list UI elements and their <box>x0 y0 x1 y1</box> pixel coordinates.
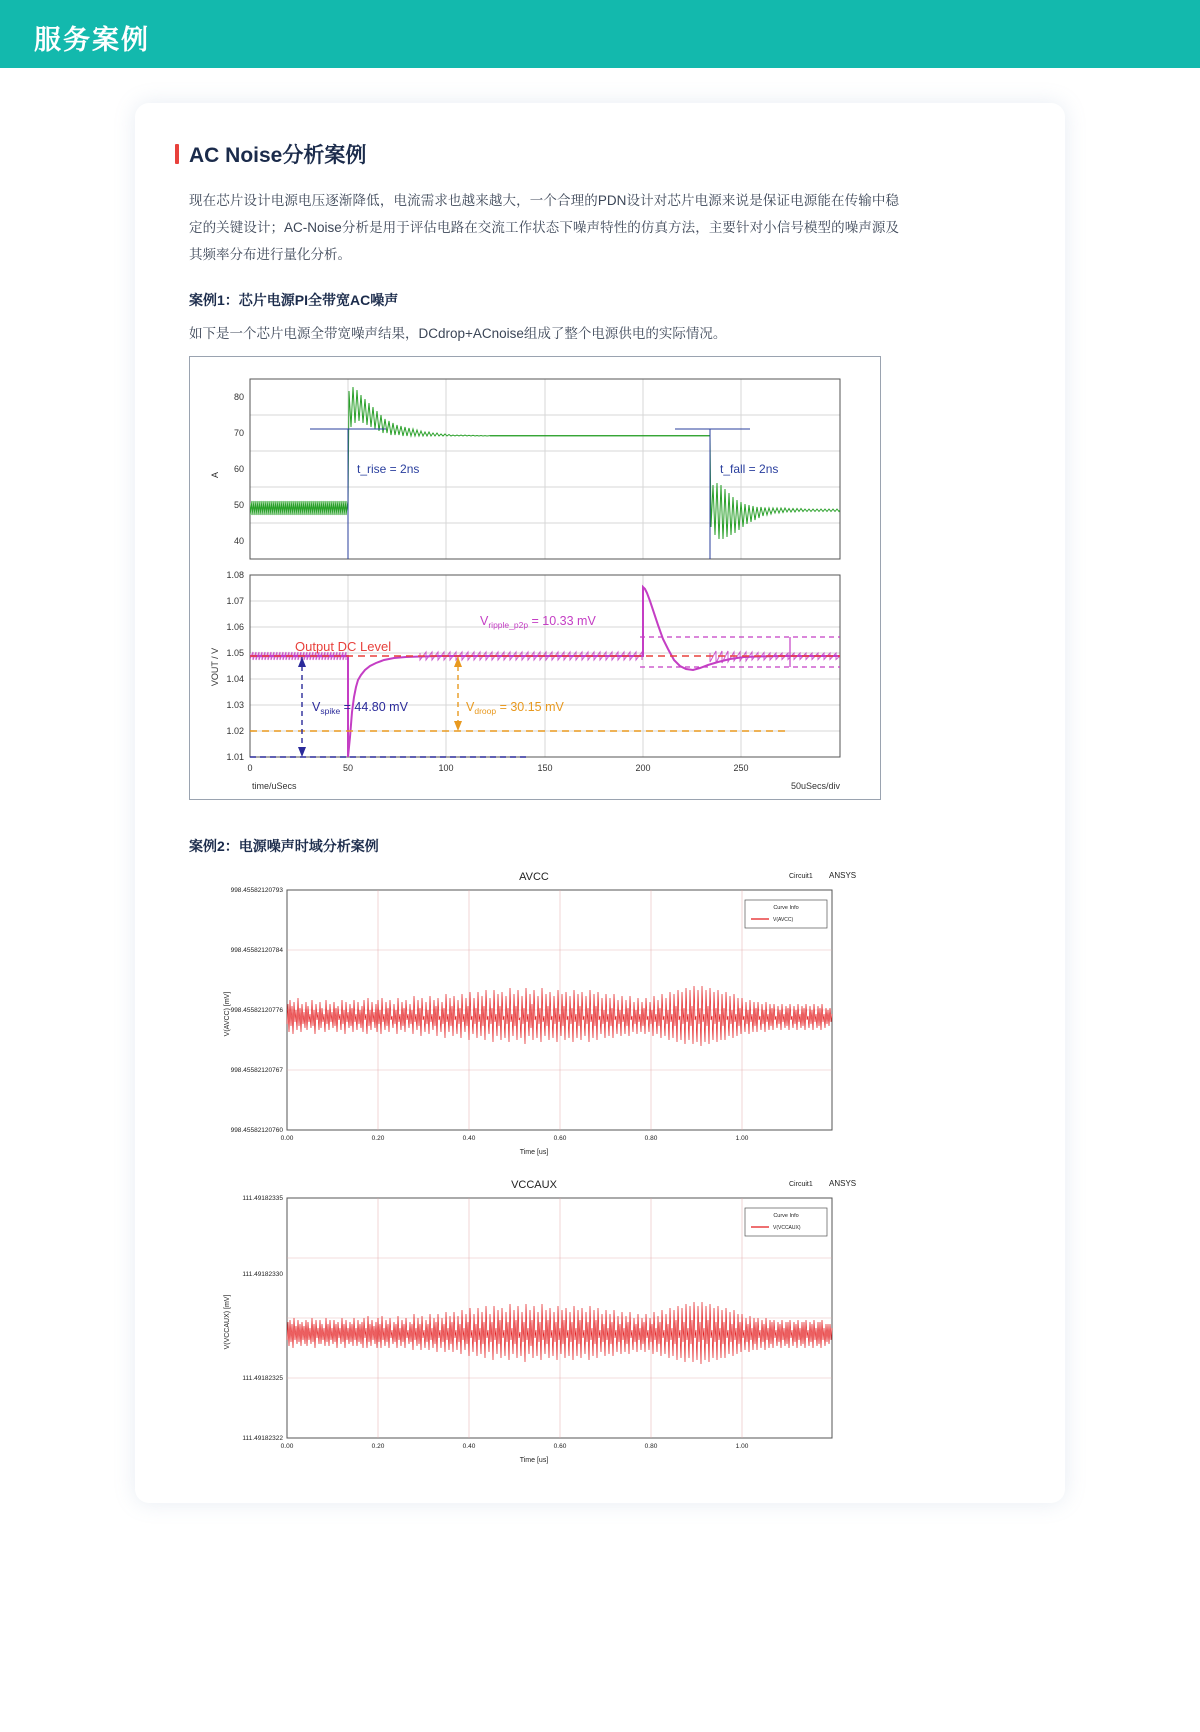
svg-text:998.45582120784: 998.45582120784 <box>230 947 283 955</box>
svg-text:100: 100 <box>438 763 454 774</box>
chart1-xlabel: time/uSecs <box>252 781 297 792</box>
chart2-ylabel: V(AVCC) [mV] <box>224 991 231 1037</box>
chart2-svg <box>189 864 879 1164</box>
svg-text:1.02: 1.02 <box>226 726 244 737</box>
chart1-bottom-ylabel: VOUT / V <box>210 648 220 687</box>
vspike-annotation: $V_{spike} = 44.80$ mV <box>312 700 408 717</box>
svg-text:0.80: 0.80 <box>644 1135 658 1143</box>
chart1-svg <box>190 357 880 799</box>
svg-text:1.00: 1.00 <box>735 1443 749 1451</box>
case1-subtext: 如下是一个芯片电源全带宽噪声结果，DCdrop+ACnoise组成了整个电源供电的实际情况。 <box>189 326 727 341</box>
chart3-svg <box>189 1172 879 1472</box>
svg-text:0.00: 0.00 <box>280 1443 294 1451</box>
svg-text:998.45582120760: 998.45582120760 <box>230 1127 283 1135</box>
svg-text:1.01: 1.01 <box>226 752 244 763</box>
svg-text:111.49182330: 111.49182330 <box>242 1271 283 1279</box>
page-title: AC Noise分析案例 <box>189 144 367 167</box>
section-title-row <box>175 139 895 169</box>
content-card <box>135 103 1065 1503</box>
svg-text:0.40: 0.40 <box>462 1443 476 1451</box>
svg-text:150: 150 <box>537 763 553 774</box>
t-fall-annotation: t_fall = 2ns <box>720 462 779 477</box>
content-body <box>175 139 899 1472</box>
svg-text:998.45582120793: 998.45582120793 <box>230 887 283 895</box>
case2-heading: 案例2：电源噪声时域分析案例 <box>189 838 379 855</box>
svg-text:0.80: 0.80 <box>644 1443 658 1451</box>
svg-text:200: 200 <box>635 763 651 774</box>
svg-text:0.60: 0.60 <box>553 1443 567 1451</box>
svg-text:998.45582120767: 998.45582120767 <box>230 1067 283 1075</box>
chart-vccaux <box>189 1172 881 1472</box>
chart2-title: AVCC <box>519 871 549 884</box>
svg-text:70: 70 <box>233 428 244 439</box>
chart3-legend-title: Curve Info <box>773 1213 799 1220</box>
svg-text:1.04: 1.04 <box>226 674 244 685</box>
chart2-vendor-label: ANSYS <box>829 871 857 881</box>
svg-text:80: 80 <box>233 392 244 403</box>
chart-pi-fullband <box>189 356 881 800</box>
svg-text:111.49182335: 111.49182335 <box>242 1195 283 1203</box>
svg-text:0.20: 0.20 <box>371 1135 385 1143</box>
svg-text:0.60: 0.60 <box>553 1135 567 1143</box>
chart3-vendor-label: ANSYS <box>829 1179 857 1189</box>
chart3-xlabel: Time [us] <box>519 1457 549 1465</box>
chart2-circuit-label: Circuit1 <box>789 873 813 881</box>
chart2-legend-title: Curve Info <box>773 905 799 912</box>
intro-paragraph: 现在芯片设计电源电压逐渐降低，电流需求也越来越大，一个合理的PDN设计对芯片电源来说是保证电源能在传输中稳定的关键设计；AC-Noise分析是用于评估电路在交流工作状态下噪声特性的仿真方法，主要针对小信号模型的噪声源及其频率分布进行量化分析。 <box>189 193 899 262</box>
accent-bar-icon <box>175 144 179 164</box>
t-rise-annotation: t_rise = 2ns <box>357 462 420 477</box>
dc-level-annotation: Output DC Level <box>295 639 392 655</box>
chart2-xlabel: Time [us] <box>519 1149 549 1157</box>
chart1-top-ylabel: A <box>210 472 220 479</box>
case1-heading: 案例1：芯片电源PI全带宽AC噪声 <box>189 292 399 308</box>
chart-avcc <box>189 864 881 1164</box>
svg-text:0.40: 0.40 <box>462 1135 476 1143</box>
chart2-legend-item: V(AVCC) <box>773 917 794 924</box>
svg-text:998.45582120776: 998.45582120776 <box>230 1007 283 1015</box>
svg-text:1.06: 1.06 <box>226 622 244 633</box>
chart3-ylabel: V(VCCAUX) [mV] <box>224 1294 231 1350</box>
svg-text:0.00: 0.00 <box>280 1135 294 1143</box>
svg-text:111.49182325: 111.49182325 <box>242 1375 283 1383</box>
svg-text:111.49182322: 111.49182322 <box>242 1435 283 1443</box>
svg-text:40: 40 <box>233 536 244 547</box>
banner-title: 服务案例 <box>34 25 150 55</box>
svg-text:1.00: 1.00 <box>735 1135 749 1143</box>
chart3-title: VCCAUX <box>511 1179 557 1192</box>
svg-text:1.05: 1.05 <box>226 648 244 659</box>
svg-text:50: 50 <box>342 763 354 774</box>
chart3-circuit-label: Circuit1 <box>789 1181 813 1189</box>
svg-text:250: 250 <box>733 763 749 774</box>
svg-text:0: 0 <box>247 763 253 774</box>
ripple-annotation: $V_{ripple\_p2p} = 10.33$ mV <box>480 614 596 631</box>
svg-text:0.20: 0.20 <box>371 1443 385 1451</box>
svg-text:1.08: 1.08 <box>226 570 244 581</box>
page-banner <box>0 0 1200 68</box>
chart1-xlabel-right: 50uSecs/div <box>790 781 840 792</box>
svg-text:60: 60 <box>233 464 244 475</box>
svg-text:50: 50 <box>233 500 244 511</box>
chart3-legend-item: V(VCCAUX) <box>773 1225 801 1232</box>
vdroop-annotation: $V_{droop} = 30.15$ mV <box>466 700 564 717</box>
svg-text:1.07: 1.07 <box>226 596 244 607</box>
svg-text:1.03: 1.03 <box>226 700 244 711</box>
